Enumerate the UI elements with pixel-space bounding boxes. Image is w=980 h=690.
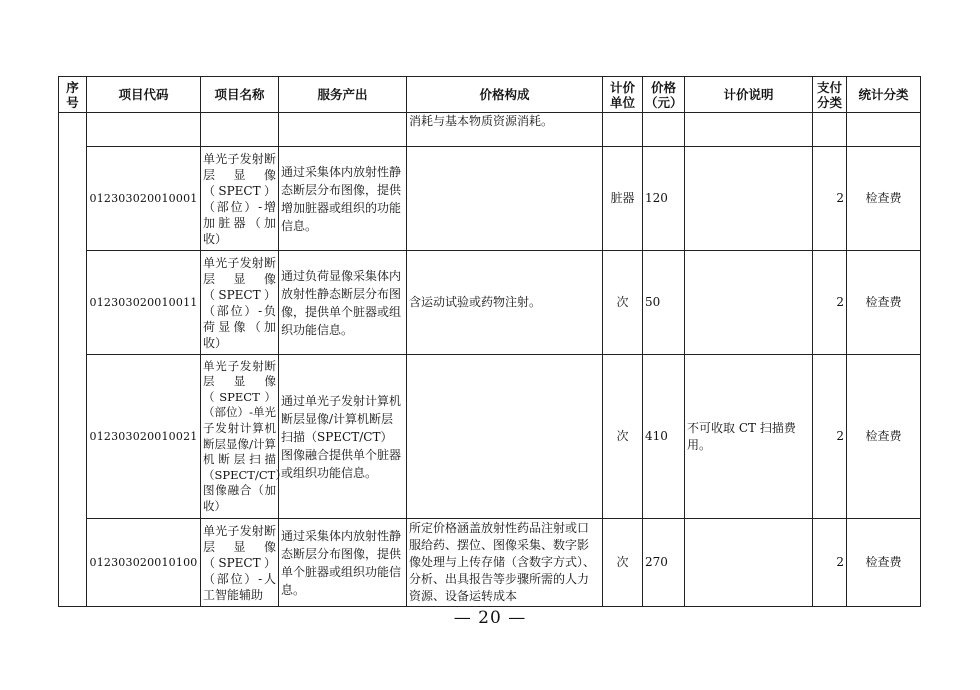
page-number: — 20 —: [453, 608, 527, 628]
price-composition-cell: 消耗与基本物质资源消耗。: [407, 113, 603, 147]
price-cell: 50: [643, 251, 685, 355]
table-header-row: [59, 77, 921, 113]
note-cell: 不可收取 CT 扫描费用。: [685, 355, 813, 519]
note-cell: [685, 519, 813, 607]
pay-class-cell: 2: [813, 147, 847, 251]
service-cell: 通过单光子发射计算机断层显像/计算机断层扫描（SPECT/CT）图像融合提供单个脏器或组织功能信息。: [279, 355, 407, 519]
price-cell: 120: [643, 147, 685, 251]
service-cell: [279, 113, 407, 147]
table-row: [59, 519, 921, 607]
stat-class-cell: 检查费: [847, 355, 921, 519]
unit-cell: 次: [603, 251, 643, 355]
service-cell: 通过采集体内放射性静态断层分布图像，提供增加脏器或组织的功能信息。: [279, 147, 407, 251]
unit-cell: [603, 113, 643, 147]
unit-cell: 次: [603, 355, 643, 519]
stat-class-cell: [847, 113, 921, 147]
price-cell: [643, 113, 685, 147]
table-row: [59, 147, 921, 251]
price-cell: 270: [643, 519, 685, 607]
code-cell: 012303020010100: [87, 519, 201, 607]
table-row: [59, 113, 921, 147]
price-composition-cell: [407, 355, 603, 519]
note-cell: [685, 113, 813, 147]
header-code: 项目代码: [87, 77, 201, 113]
stat-class-cell: 检查费: [847, 519, 921, 607]
table-row: [59, 355, 921, 519]
pay-class-cell: [813, 113, 847, 147]
header-name: 项目名称: [201, 77, 279, 113]
header-seq: 序号: [59, 77, 87, 113]
price-cell: 410: [643, 355, 685, 519]
code-cell: 012303020010011: [87, 251, 201, 355]
fee-table: [58, 76, 921, 607]
service-cell: 通过采集体内放射性静态断层分布图像，提供单个脏器或组织功能信息。: [279, 519, 407, 607]
pay-class-cell: 2: [813, 355, 847, 519]
code-cell: 012303020010001: [87, 147, 201, 251]
stat-class-cell: 检查费: [847, 147, 921, 251]
header-note: 计价说明: [685, 77, 813, 113]
unit-cell: 脏器: [603, 147, 643, 251]
code-cell: 012303020010021: [87, 355, 201, 519]
header-unit: 计价单位: [603, 77, 643, 113]
header-stat-class: 统计分类: [847, 77, 921, 113]
fee-table-container: [58, 76, 921, 607]
table-row: [59, 251, 921, 355]
name-cell: 单光子发射断层显像（SPECT）（部位）-增加脏器（加收）: [201, 147, 279, 251]
header-price: 价格（元）: [643, 77, 685, 113]
pay-class-cell: 2: [813, 251, 847, 355]
name-cell: 单光子发射断层显像（SPECT）（部位）-人工智能辅助: [201, 519, 279, 607]
header-service: 服务产出: [279, 77, 407, 113]
header-pay-class: 支付分类: [813, 77, 847, 113]
note-cell: [685, 147, 813, 251]
code-cell: [87, 113, 201, 147]
price-composition-cell: 含运动试验或药物注射。: [407, 251, 603, 355]
header-price-composition: 价格构成: [407, 77, 603, 113]
price-composition-cell: 所定价格涵盖放射性药品注射或口服给药、摆位、图像采集、数字影像处理与上传存储（含数字方式）、分析、出具报告等步骤所需的人力资源、设备运转成本: [407, 519, 603, 607]
seq-cell: [59, 113, 87, 607]
name-cell: 单光子发射断层显像（SPECT）（部位）-单光子发射计算机断层显像/计算机断层扫描（SPECT/CT）图像融合（加收）: [201, 355, 279, 519]
note-cell: [685, 251, 813, 355]
stat-class-cell: 检查费: [847, 251, 921, 355]
service-cell: 通过负荷显像采集体内放射性静态断层分布图像，提供单个脏器或组织功能信息。: [279, 251, 407, 355]
price-composition-cell: [407, 147, 603, 251]
name-cell: [201, 113, 279, 147]
pay-class-cell: 2: [813, 519, 847, 607]
name-cell: 单光子发射断层显像（SPECT）（部位）-负荷显像（加收）: [201, 251, 279, 355]
unit-cell: 次: [603, 519, 643, 607]
